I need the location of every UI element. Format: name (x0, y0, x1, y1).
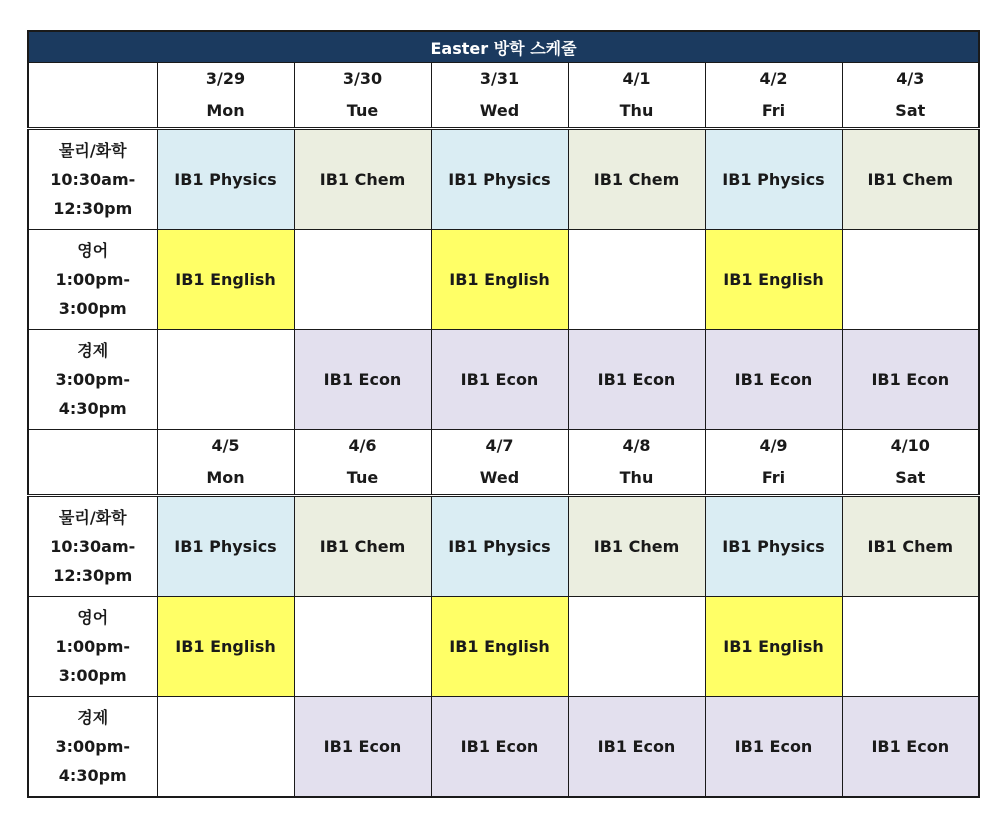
weekday-label: Fri (761, 101, 786, 120)
weekday-label: Thu (619, 101, 654, 120)
weekday-label: Wed (479, 101, 520, 120)
time-slot-row (28, 697, 979, 798)
class-cell: IB1 English (431, 230, 568, 330)
class-cell: IB1 Physics (157, 129, 294, 230)
empty-cell (294, 230, 431, 330)
class-cell: IB1 Econ (842, 330, 979, 430)
slot-start-label: 1:00pm- (55, 270, 131, 289)
weekday-label: Mon (206, 468, 245, 487)
slot-subject-label: 영어 (77, 241, 109, 260)
date-header-cell (431, 430, 568, 496)
date-header-cell (705, 430, 842, 496)
class-cell: IB1 Physics (705, 496, 842, 597)
date-label: 4/8 (622, 436, 651, 455)
class-cell: IB1 Physics (705, 129, 842, 230)
weekday-label: Thu (619, 468, 654, 487)
class-cell: IB1 Econ (705, 697, 842, 798)
class-cell: IB1 Physics (157, 496, 294, 597)
date-header-cell (568, 63, 705, 129)
slot-label-cell (28, 330, 157, 430)
class-cell: IB1 Econ (294, 697, 431, 798)
class-cell: IB1 Physics (431, 129, 568, 230)
class-cell: IB1 Physics (431, 496, 568, 597)
date-label: 4/1 (622, 69, 651, 88)
time-slot-row (28, 330, 979, 430)
time-slot-row (28, 129, 979, 230)
date-header-cell (842, 63, 979, 129)
date-header-cell (157, 63, 294, 129)
date-label: 4/7 (485, 436, 514, 455)
slot-end-label: 12:30pm (53, 199, 133, 218)
class-cell: IB1 Econ (568, 330, 705, 430)
class-cell: IB1 Chem (294, 129, 431, 230)
date-label: 3/31 (479, 69, 520, 88)
date-label: 4/9 (759, 436, 788, 455)
class-cell: IB1 Chem (842, 129, 979, 230)
class-cell: IB1 English (705, 230, 842, 330)
title-row (28, 31, 979, 63)
weekday-label: Tue (346, 101, 379, 120)
corner-cell (28, 63, 157, 129)
class-cell: IB1 Chem (568, 129, 705, 230)
slot-subject-label: 경제 (77, 708, 109, 727)
weekday-label: Sat (895, 101, 926, 120)
slot-start-label: 3:00pm- (55, 737, 131, 756)
date-label: 3/30 (342, 69, 383, 88)
time-slot-row (28, 230, 979, 330)
schedule-title: Easter 방학 스케줄 (28, 31, 979, 63)
class-cell: IB1 Econ (842, 697, 979, 798)
empty-cell (294, 597, 431, 697)
slot-start-label: 10:30am- (50, 170, 136, 189)
date-header-cell (294, 430, 431, 496)
slot-end-label: 3:00pm (58, 299, 127, 318)
date-header-cell (294, 63, 431, 129)
slot-subject-label: 영어 (77, 608, 109, 627)
slot-subject-label: 물리/화학 (58, 508, 127, 527)
class-cell: IB1 Econ (294, 330, 431, 430)
date-header-cell (705, 63, 842, 129)
class-cell: IB1 Econ (431, 330, 568, 430)
date-header-cell (431, 63, 568, 129)
weekday-label: Wed (479, 468, 520, 487)
empty-cell (842, 230, 979, 330)
slot-label-cell (28, 496, 157, 597)
date-label: 4/6 (348, 436, 377, 455)
class-cell: IB1 English (157, 230, 294, 330)
date-label: 4/5 (211, 436, 240, 455)
weekday-label: Sat (895, 468, 926, 487)
class-cell: IB1 Econ (568, 697, 705, 798)
empty-cell (568, 230, 705, 330)
slot-label-cell (28, 129, 157, 230)
weekday-label: Fri (761, 468, 786, 487)
class-cell: IB1 English (157, 597, 294, 697)
slot-end-label: 12:30pm (53, 566, 133, 585)
slot-start-label: 1:00pm- (55, 637, 131, 656)
empty-cell (842, 597, 979, 697)
slot-label-cell (28, 597, 157, 697)
slot-end-label: 3:00pm (58, 666, 127, 685)
date-header-cell (568, 430, 705, 496)
date-label: 4/3 (896, 69, 925, 88)
class-cell: IB1 Chem (294, 496, 431, 597)
class-cell: IB1 English (705, 597, 842, 697)
class-cell: IB1 Chem (842, 496, 979, 597)
time-slot-row (28, 597, 979, 697)
empty-cell (157, 697, 294, 798)
date-label: 4/2 (759, 69, 788, 88)
schedule-table (27, 30, 980, 798)
date-header-row (28, 63, 979, 129)
date-header-row (28, 430, 979, 496)
corner-cell (28, 430, 157, 496)
weekday-label: Tue (346, 468, 379, 487)
class-cell: IB1 English (431, 597, 568, 697)
empty-cell (568, 597, 705, 697)
slot-subject-label: 경제 (77, 341, 109, 360)
slot-start-label: 10:30am- (50, 537, 136, 556)
empty-cell (157, 330, 294, 430)
date-label: 3/29 (205, 69, 246, 88)
class-cell: IB1 Econ (431, 697, 568, 798)
date-header-cell (842, 430, 979, 496)
time-slot-row (28, 496, 979, 597)
weekday-label: Mon (206, 101, 245, 120)
slot-end-label: 4:30pm (58, 399, 127, 418)
date-header-cell (157, 430, 294, 496)
slot-label-cell (28, 230, 157, 330)
slot-subject-label: 물리/화학 (58, 141, 127, 160)
slot-end-label: 4:30pm (58, 766, 127, 785)
slot-label-cell (28, 697, 157, 798)
class-cell: IB1 Chem (568, 496, 705, 597)
slot-start-label: 3:00pm- (55, 370, 131, 389)
class-cell: IB1 Econ (705, 330, 842, 430)
date-label: 4/10 (890, 436, 930, 455)
